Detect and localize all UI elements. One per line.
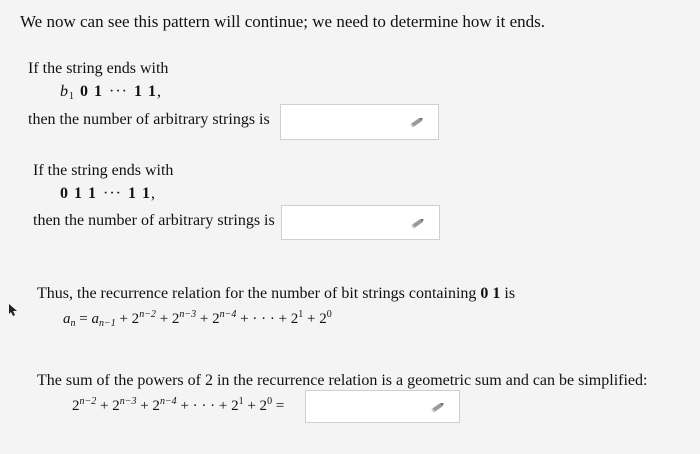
case2-bits: 0 1 1 ··· 1 1, [60,185,156,202]
case1-bits: $b_1$ 0 1 ··· 1 1, [60,83,162,102]
case1-suffix: then the number of arbitrary strings is [28,111,270,128]
recurrence-formula: $a_n = a_{n-1} + 2^{n-2} + 2^{n-3} + 2^{n-4}$ + · · · + $2^1 + 2^0$ [63,309,332,329]
sum-answer-input[interactable] [305,390,460,423]
case1-answer-input[interactable] [280,104,439,140]
intro-text: We now can see this pattern will continue; we need to determine how it ends. [20,12,546,31]
case2-suffix: then the number of arbitrary strings is [33,212,275,229]
pencil-icon[interactable] [409,214,426,230]
case1-prefix: If the string ends with [28,60,169,77]
case2-prefix: If the string ends with [33,162,174,179]
mouse-pointer-icon [8,304,18,316]
recurrence-text: Thus, the recurrence relation for the number of bit strings containing 0 1 is [37,285,516,302]
sum-text: The sum of the powers of 2 in the recurrence relation is a geometric sum and can be simplified: [37,372,648,389]
case2-answer-input[interactable] [281,205,440,240]
sum-formula: $2^{n-2} + 2^{n-3} + 2^{n-4}$ + · · · + $2^1 + 2^0$ = [72,396,285,414]
pencil-icon[interactable] [429,398,446,414]
pencil-icon[interactable] [408,114,425,130]
